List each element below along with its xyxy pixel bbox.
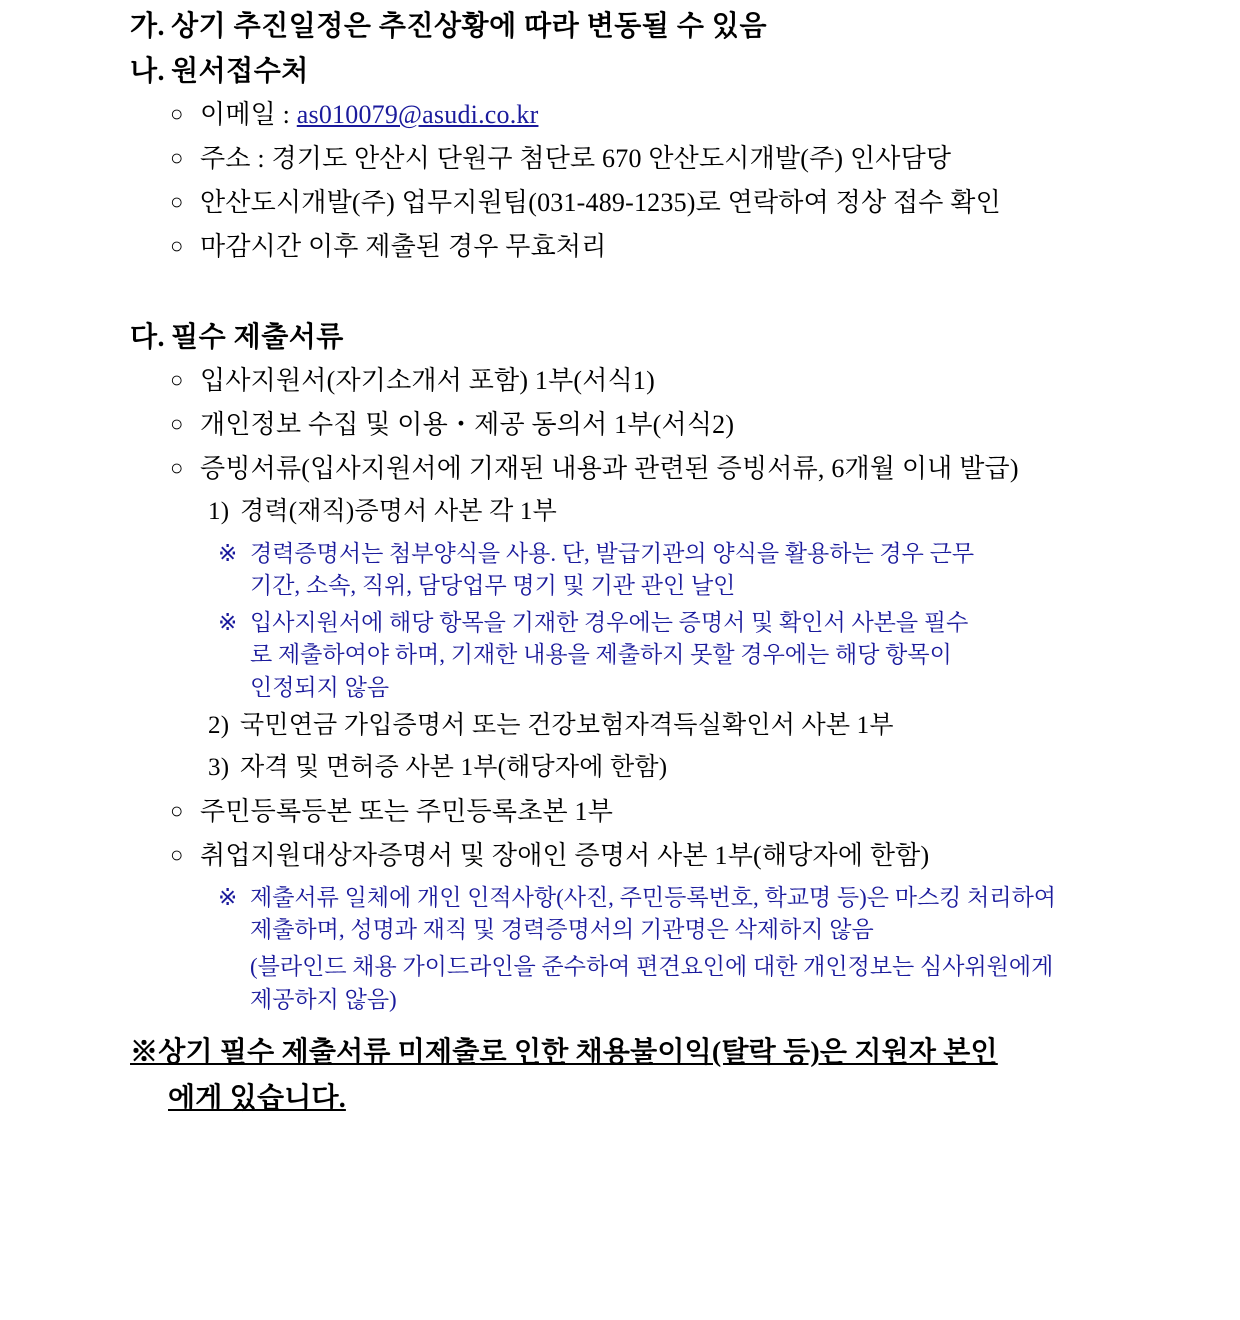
section-title: 원서접수처 [171,55,309,87]
note-item [218,538,1180,603]
numbered-marker: 2) [208,711,230,739]
list-item-label: 이메일 : [200,100,297,130]
numbered-item-label: 경력(재직)증명서 사본 각 1부 [240,498,557,525]
note-marker: ※ [218,540,238,566]
bullet-marker: ○ [170,101,184,127]
numbered-marker: 1) [208,498,230,525]
note-item [218,882,1180,947]
numbered-marker: 3) [208,754,230,782]
note-line: 제출하며, 성명과 재직 및 경력증명서의 기관명은 삭제하지 않음 [250,917,874,943]
list-item-label: 증빙서류(입사지원서에 기재된 내용과 관련된 증빙서류, 6개월 이내 발급) [200,454,1019,484]
note-item [218,607,1180,705]
note-marker: ※ [218,884,238,910]
list-item-label: 주소 : 경기도 안산시 단원구 첨단로 670 안산도시개발(주) 인사담당 [200,144,952,174]
bullet-marker: ○ [170,411,184,437]
list-item [170,141,1180,177]
section-title: 상기 추진일정은 추진상황에 따라 변동될 수 있음 [171,11,768,42]
note-line: 제출서류 일체에 개인 인적사항(사진, 주민등록번호, 학교명 등)은 마스킹 처리하여 [250,884,1057,910]
section-spacer [130,273,1180,319]
bullet-marker: ○ [170,455,184,481]
final-warning [130,1030,1180,1116]
email-link[interactable]: as010079@asudi.co.kr [296,100,539,130]
list-item-label: 입사지원서(자기소개서 포함) 1부(서식1) [200,366,655,396]
numbered-item [208,751,1180,786]
final-warning-line-2: 에게 있습니다. [168,1083,346,1115]
section-heading-ga [130,8,1180,47]
list-item [170,363,1180,399]
list-item [170,97,1180,133]
note-marker: ※ [218,609,238,635]
note-text [250,607,1180,705]
bullet-marker: ○ [170,841,184,867]
list-item [170,229,1180,265]
numbered-item-label: 자격 및 면허증 사본 1부(해당자에 한함) [240,754,668,782]
section-marker: 나. [130,55,166,87]
note-text [250,882,1180,947]
list-item-label: 취업지원대상자증명서 및 장애인 증명서 사본 1부(해당자에 한함) [200,840,930,870]
list-item-label: 안산도시개발(주) 업무지원팀(031-489-1235)로 연락하여 정상 접수 확인 [200,188,1001,217]
list-item-label: 개인정보 수집 및 이용・제공 동의서 1부(서식2) [200,410,735,440]
list-item-label: 마감시간 이후 제출된 경우 무효처리 [200,231,607,261]
numbered-item-label: 국민연금 가입증명서 또는 건강보험자격득실확인서 사본 1부 [240,711,894,739]
numbered-item [208,709,1180,744]
note-line: 기간, 소속, 직위, 담당업무 명기 및 기관 관인 날인 [250,573,736,599]
list-item [170,451,1180,487]
numbered-item [208,495,1180,530]
bullet-marker: ○ [170,189,184,214]
bullet-marker: ○ [170,145,184,171]
bullet-marker: ○ [170,797,184,823]
section-marker: 다. [130,321,166,353]
section-marker: 가. [130,11,166,42]
note-line: 경력증명서는 첨부양식을 사용. 단, 발급기관의 양식을 활용하는 경우 근무 [250,540,975,566]
note-text [250,951,1150,1016]
list-item [170,185,1180,221]
note-item [250,951,1180,1016]
note-line: (블라인드 채용 가이드라인을 준수하여 편견요인에 대한 개인정보는 심사위원에게 [250,953,1054,979]
section-heading-da [130,319,1180,358]
note-line: 인정되지 않음 [250,675,390,701]
final-warning-line-1: ※상기 필수 제출서류 미제출로 인한 채용불이익(탈락 등)은 지원자 본인 [130,1037,998,1069]
list-item [170,794,1180,830]
section-heading-na [130,53,1180,92]
note-text [250,538,1180,603]
note-line: 입사지원서에 해당 항목을 기재한 경우에는 증명서 및 확인서 사본을 필수 [250,609,969,635]
note-line: 제공하지 않음) [250,986,397,1012]
list-item [170,838,1180,874]
bullet-marker: ○ [170,232,184,258]
list-item-label: 주민등록등본 또는 주민등록초본 1부 [200,796,614,826]
bullet-marker: ○ [170,367,184,393]
section-title: 필수 제출서류 [171,321,344,353]
note-line: 로 제출하여야 하며, 기재한 내용을 제출하지 못할 경우에는 해당 항목이 [250,642,952,668]
list-item [170,407,1180,443]
